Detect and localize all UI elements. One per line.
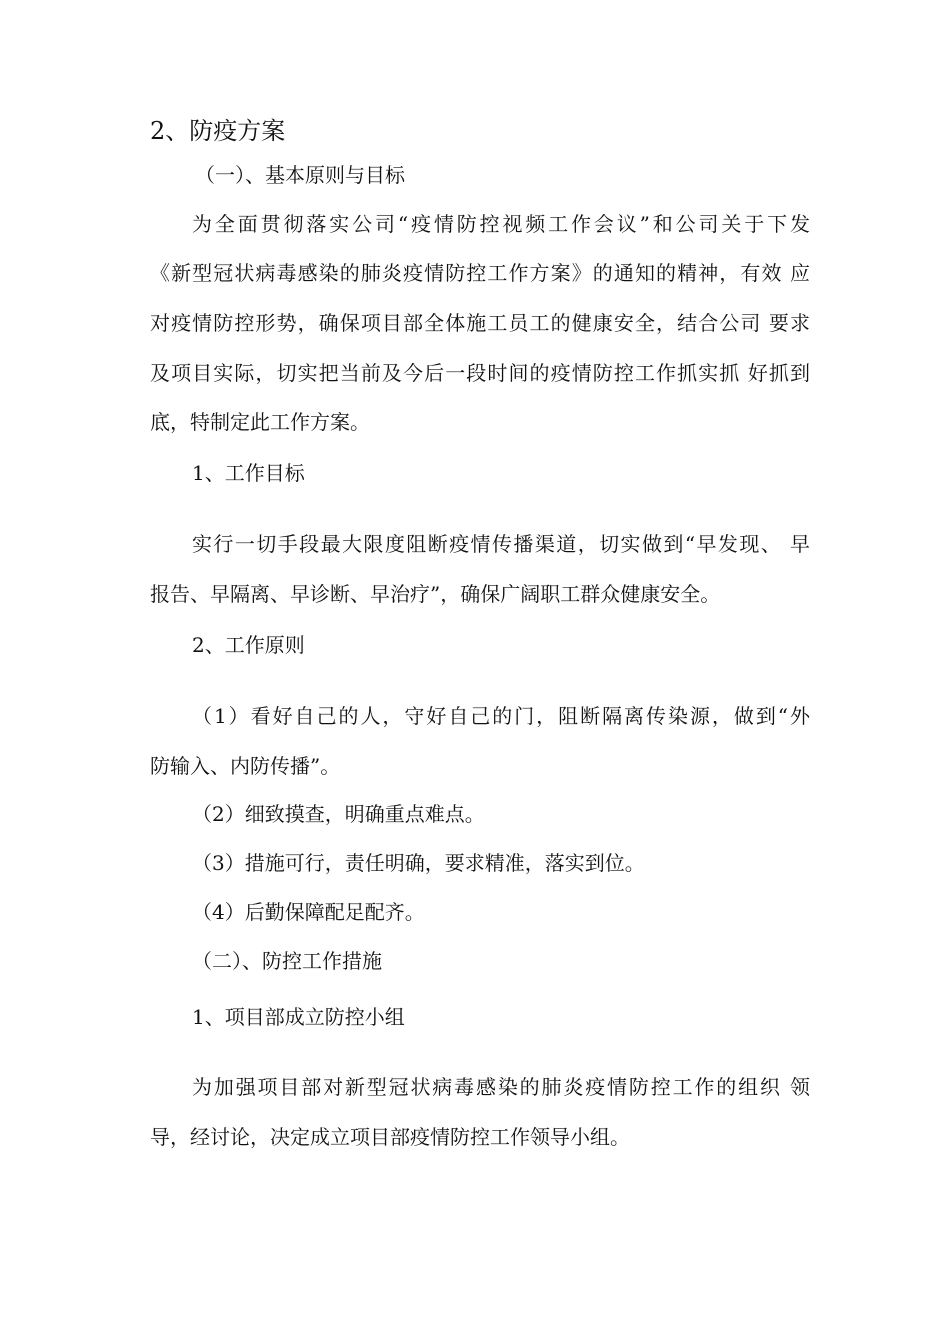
intro-line-1: 为全面贯彻落实公司“疫情防控视频工作会议”和公司关于下发 [192, 212, 810, 236]
work-goal-line-1: 实行一切手段最大限度阻断疫情传播渠道，切实做到“早发现、 早 [192, 532, 810, 556]
heading-control-measures: （二）、防控工作措施 [192, 949, 382, 973]
intro-line-3: 对疫情防控形势，确保项目部全体施工员工的健康安全，结合公司 要求 [150, 311, 810, 335]
section-title: 2、防疫方案 [150, 117, 286, 145]
principle-3: （3）措施可行，责任明确，要求精准，落实到位。 [192, 851, 645, 875]
intro-line-5: 底，特制定此工作方案。 [150, 410, 370, 434]
work-principle-heading: 2、工作原则 [192, 633, 305, 657]
principle-1-line-2: 防输入、内防传播”。 [150, 754, 341, 778]
intro-line-4: 及项目实际，切实把当前及今后一段时间的疫情防控工作抓实抓 好抓到 [150, 361, 810, 385]
heading-basic-principles: （一）、基本原则与目标 [195, 163, 405, 187]
group-line-2: 导，经讨论，决定成立项目部疫情防控工作领导小组。 [150, 1125, 630, 1149]
group-line-1: 为加强项目部对新型冠状病毒感染的肺炎疫情防控工作的组织 领 [192, 1075, 810, 1099]
principle-1-line-1: （1）看好自己的人，守好自己的门，阻断隔离传染源，做到“外 [192, 704, 810, 728]
work-goal-line-2: 报告、早隔离、早诊断、早治疗”，确保广阔职工群众健康安全。 [150, 582, 721, 606]
group-heading: 1、项目部成立防控小组 [192, 1005, 405, 1029]
principle-2: （2）细致摸查，明确重点难点。 [192, 802, 485, 826]
work-goal-heading: 1、工作目标 [192, 461, 305, 485]
principle-4: （4）后勤保障配足配齐。 [192, 900, 425, 924]
intro-line-2: 《新型冠状病毒感染的肺炎疫情防控工作方案》的通知的精神，有效 应 [150, 261, 810, 285]
